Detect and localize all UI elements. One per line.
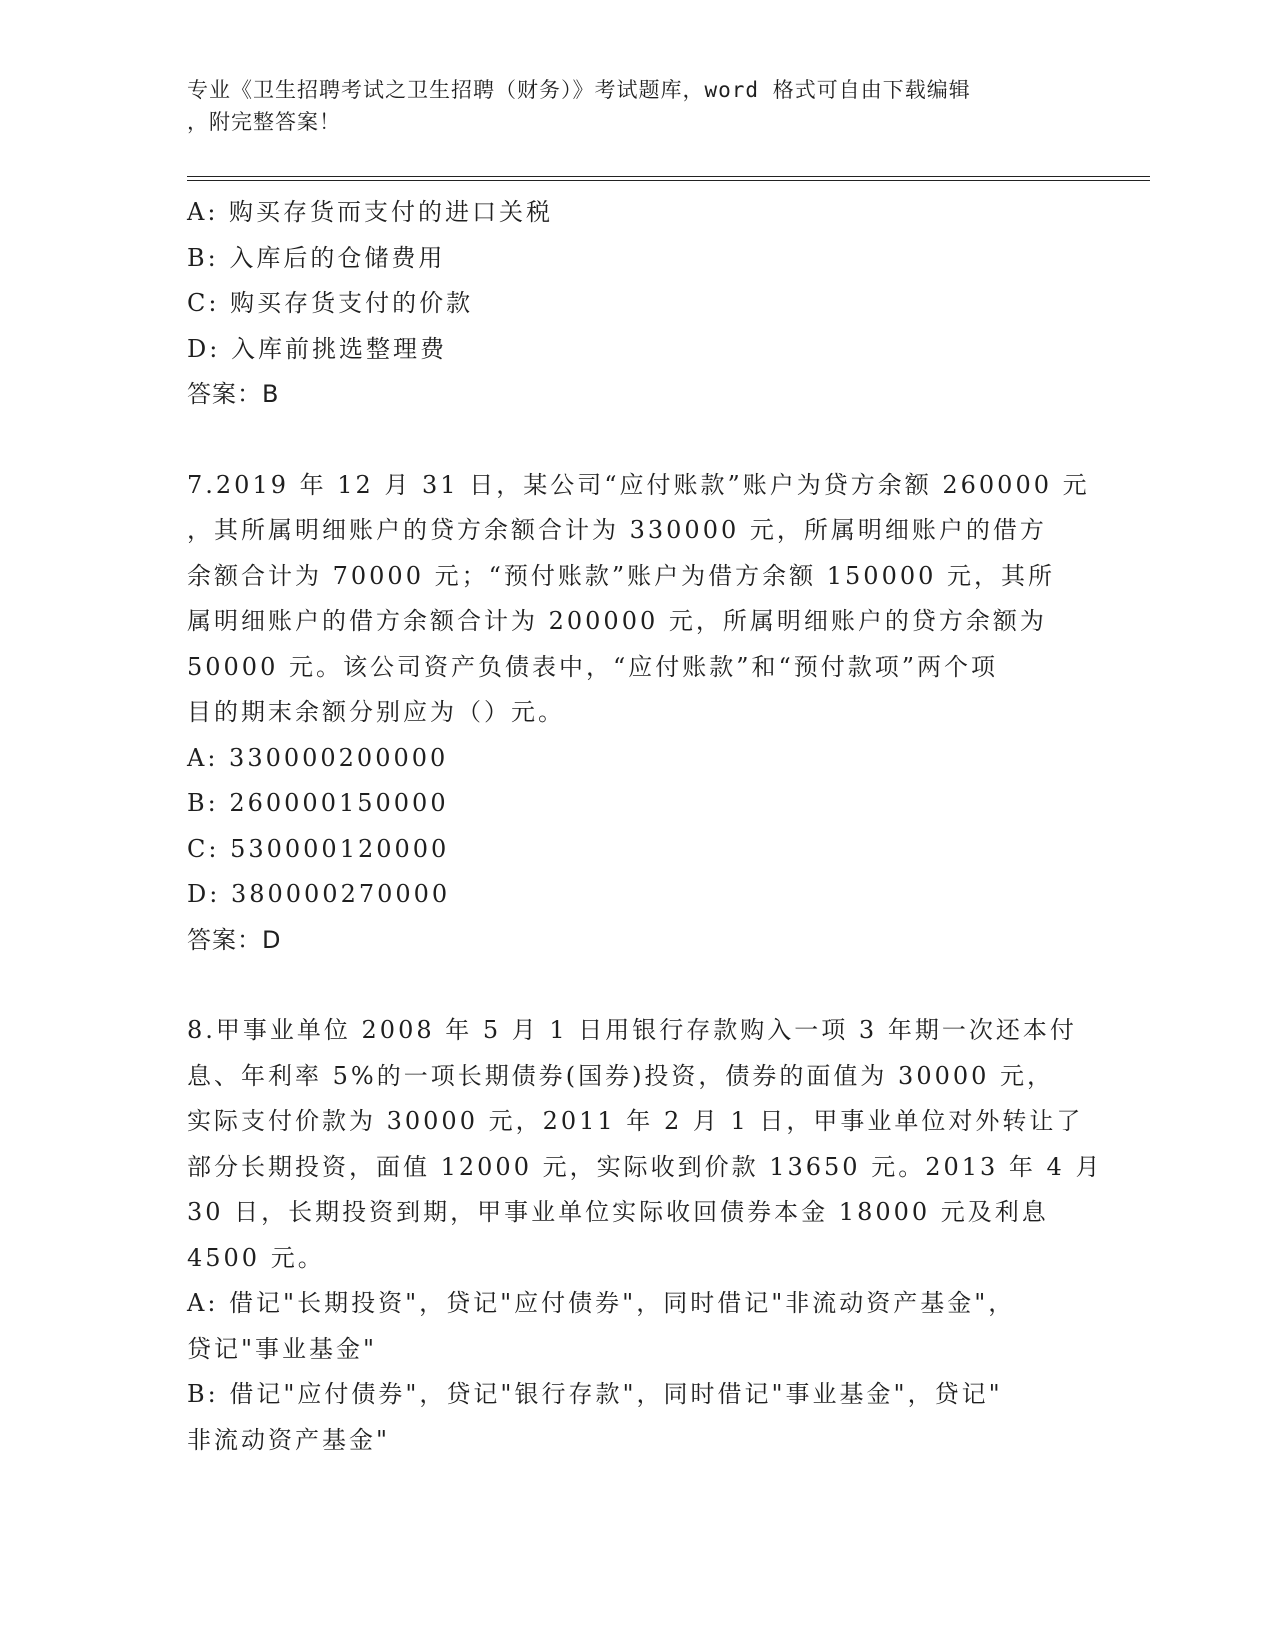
question-7-options — [187, 736, 1087, 918]
question-text-line: 7.2019 年 12 月 31 日，某公司“应付账款”账户为贷方余额 260000 元 — [187, 470, 1090, 499]
option-b-line-1: B: 借记"应付债券"，贷记"银行存款"，同时借记"事业基金"，贷记" — [187, 1380, 1003, 1408]
option-c: C: 530000120000 — [187, 834, 450, 863]
header-divider-bottom — [187, 180, 1150, 181]
option-b: B: 260000150000 — [187, 789, 449, 817]
question-8-options — [187, 1281, 1087, 1463]
option-a-line-1: A: 借记"长期投资"，贷记"应付债券"，同时借记"非流动资产基金"， — [187, 1289, 1016, 1317]
option-b-line-2: 非流动资产基金" — [187, 1425, 391, 1454]
option-d: D: 380000270000 — [187, 880, 451, 908]
question-text-line: 8.甲事业单位 2008 年 5 月 1 日用银行存款购入一项 3 年期一次还本付 — [187, 1016, 1077, 1044]
document-header — [187, 74, 1067, 138]
question-text-line: 实际支付价款为 30000 元，2011 年 2 月 1 日，甲事业单位对外转让了 — [187, 1107, 1084, 1135]
header-line-1: 专业《卫生招聘考试之卫生招聘（财务）》考试题库，word 格式可自由下载编辑 — [187, 78, 971, 102]
question-text-line: ，其所属明细账户的贷方余额合计为 330000 元，所属明细账户的借方 — [187, 516, 1047, 544]
question-text-line: 属明细账户的借方余额合计为 200000 元，所属明细账户的贷方余额为 — [187, 607, 1047, 635]
question-6-answer: 答案：B — [187, 380, 280, 408]
option-a: A: 330000200000 — [187, 743, 449, 772]
question-text-line: 30 日，长期投资到期，甲事业单位实际收回债券本金 18000 元及利息 — [187, 1198, 1049, 1226]
question-text-line: 目的期末余额分别应为（）元。 — [187, 698, 565, 726]
question-7-text — [187, 463, 1090, 736]
question-text-line: 余额合计为 70000 元；“预付账款”账户为借方余额 150000 元，其所 — [187, 561, 1056, 590]
option-d: D: 入库前挑选整理费 — [187, 334, 447, 363]
question-8-text — [187, 1008, 1103, 1281]
question-text-line: 部分长期投资，面值 12000 元，实际收到价款 13650 元。2013 年 4 月 — [187, 1152, 1103, 1181]
document-body — [187, 190, 1103, 1463]
question-6-options — [187, 190, 1087, 372]
option-c: C: 购买存货支付的价款 — [187, 289, 474, 317]
spacer — [187, 963, 1087, 1008]
question-text-line: 50000 元。该公司资产负债表中，“应付账款”和“预付款项”两个项 — [187, 652, 999, 681]
question-7-answer: 答案：D — [187, 925, 282, 954]
spacer — [187, 418, 1087, 463]
header-line-2: ，附完整答案！ — [187, 110, 341, 134]
question-text-line: 息、年利率 5%的一项长期债券(国券)投资，债券的面值为 30000 元， — [187, 1061, 1055, 1090]
header-divider-top — [187, 176, 1150, 177]
option-a: A: 购买存货而支付的进口关税 — [187, 198, 554, 226]
option-a-line-2: 贷记"事业基金" — [187, 1334, 378, 1363]
question-text-line: 4500 元。 — [187, 1243, 325, 1272]
option-b: B: 入库后的仓储费用 — [187, 243, 446, 272]
